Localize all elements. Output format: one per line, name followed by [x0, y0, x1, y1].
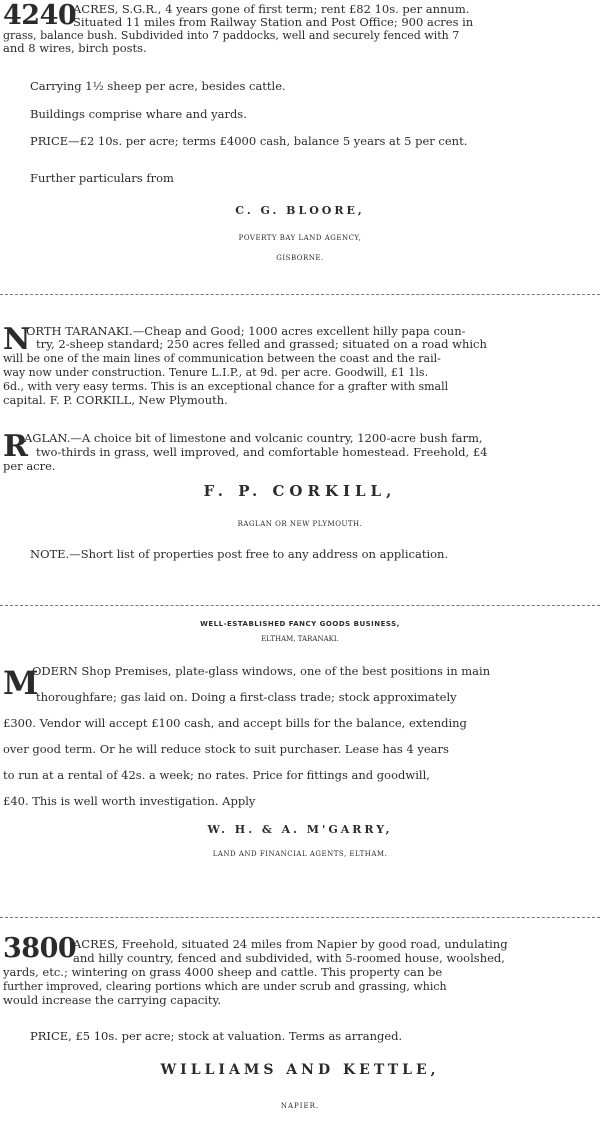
body-line: try, 2-sheep standard; 250 acres felled and grassed; situated on a road which [36, 337, 487, 351]
agent-name: F. P. CORKILL, [203, 482, 397, 500]
agent-location: RAGLAN OR NEW PLYMOUTH. [237, 520, 363, 528]
body-line: further improved, clearing portions which are under scrub and grassing, which [3, 980, 447, 993]
body-line: capital. F. P. CORKILL, New Plymouth. [3, 393, 228, 407]
body-line: will be one of the main lines of communication between the coast and the rail- [3, 352, 441, 365]
price-line: PRICE, £5 10s. per acre; stock at valuation. Terms as arranged. [30, 1029, 403, 1043]
price-line: PRICE—£2 10s. per acre; terms £4000 cash, balance 5 years at 5 per cent. [30, 134, 468, 148]
body-line: yards, etc.; wintering on grass 4000 sheep and cattle. This property can be [3, 965, 443, 979]
agent-town: NAPIER. [280, 1102, 320, 1110]
agent-description: LAND AND FINANCIAL AGENTS, ELTHAM. [212, 850, 388, 858]
body-line: to run at a rental of 42s. a week; no rates. Price for fittings and goodwill, [3, 768, 430, 782]
body-line: £300. Vendor will accept £100 cash, and accept bills for the balance, extending [3, 716, 467, 730]
body-line: would increase the carrying capacity. [3, 993, 222, 1007]
further-particulars: Further particulars from [30, 171, 174, 185]
agency-town: GISBORNE. [276, 254, 324, 262]
drop-cap-n: N [3, 322, 31, 357]
buildings-line: Buildings comprise whare and yards. [30, 107, 247, 121]
body-line: and hilly country, fenced and subdivided, with 5-roomed house, woolshed, [73, 951, 505, 965]
body-line: AGLAN.—A choice bit of limestone and volcanic country, 1200-acre bush farm, [24, 431, 483, 445]
acreage-number: 3800 [3, 933, 77, 964]
body-line: two-thirds in grass, well improved, and comfortable homestead. Freehold, £4 [36, 445, 488, 459]
divider-rule [0, 605, 600, 606]
ad-heading: WELL-ESTABLISHED FANCY GOODS BUSINESS, [200, 620, 400, 628]
body-line: ORTH TARANAKI.—Cheap and Good; 1000 acres excellent hilly papa coun- [26, 324, 466, 338]
body-line: way now under construction. Tenure L.I.P., at 9d. per acre. Goodwill, £1 1ls. [3, 366, 429, 379]
body-line: ACRES, Freehold, situated 24 miles from Napier by good road, undulating [73, 937, 508, 951]
body-line: £40. This is well worth investigation. Apply [3, 794, 256, 808]
drop-cap-m: M [3, 664, 39, 702]
note-line: NOTE.—Short list of properties post free to any address on application. [30, 547, 449, 561]
body-line: per acre. [3, 459, 56, 473]
body-line: grass, balance bush. Subdivided into 7 paddocks, well and securely fenced with 7 [3, 29, 460, 42]
body-line: ACRES, S.G.R., 4 years gone of first term; rent £82 10s. per annum. [73, 2, 470, 16]
ad-subheading: ELTHAM, TARANAKI. [261, 635, 339, 643]
body-line: 6d., with very easy terms. This is an exceptional chance for a grafter with small [3, 380, 449, 393]
agent-name: C. G. BLOORE, [235, 204, 365, 217]
body-line: Situated 11 miles from Railway Station and Post Office; 900 acres in [73, 15, 474, 29]
divider-rule [0, 917, 600, 918]
body-line: and 8 wires, birch posts. [3, 41, 147, 55]
drop-cap-r: R [3, 429, 28, 464]
carrying-line: Carrying 1½ sheep per acre, besides cattle. [30, 79, 286, 93]
acreage-number: 4240 [3, 0, 77, 31]
body-line: over good term. Or he will reduce stock to suit purchaser. Lease has 4 years [3, 742, 449, 756]
body-line: ODERN Shop Premises, plate-glass windows, one of the best positions in main [32, 664, 491, 678]
agent-name: WILLIAMS AND KETTLE, [160, 1062, 440, 1078]
agency-name: POVERTY BAY LAND AGENCY, [238, 234, 362, 242]
body-line: thoroughfare; gas laid on. Doing a first-class trade; stock approximately [36, 690, 457, 704]
divider-rule [0, 294, 600, 295]
agent-name: W. H. & A. M'GARRY, [207, 823, 393, 836]
